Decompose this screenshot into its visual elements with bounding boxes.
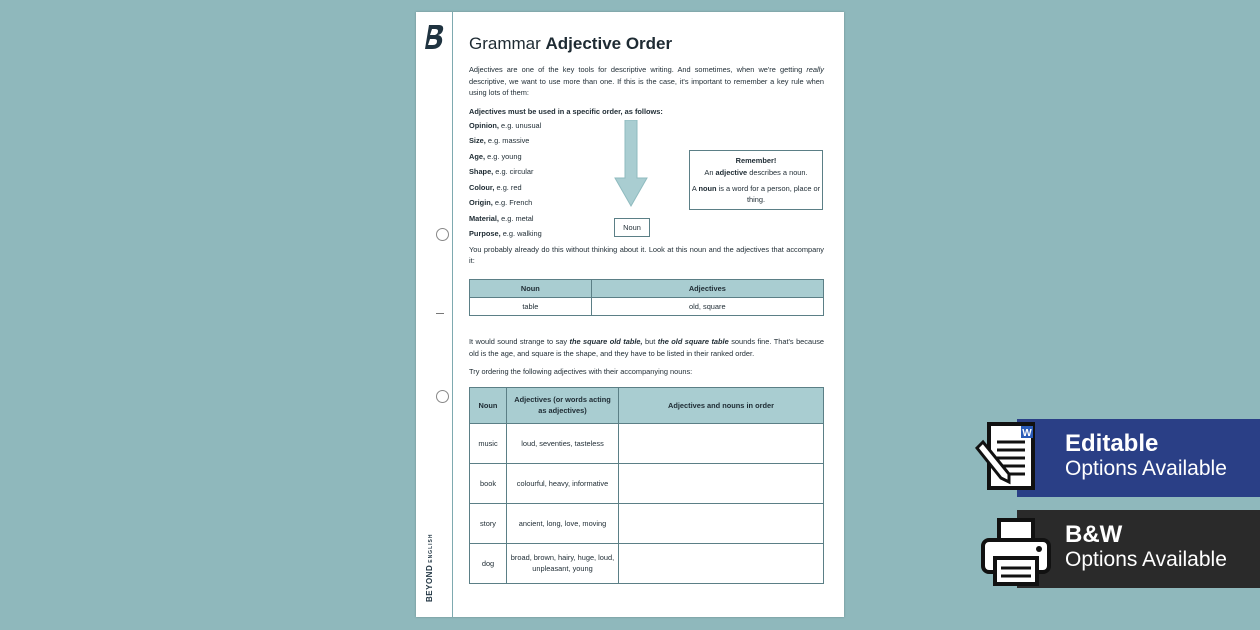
table-cell: broad, brown, hairy, huge, loud, unpleasant, young bbox=[507, 543, 619, 583]
beyond-logo-icon bbox=[425, 24, 445, 50]
order-item: Purpose, e.g. walking bbox=[469, 229, 542, 239]
answer-cell[interactable] bbox=[619, 463, 824, 503]
order-item: Opinion, e.g. unusual bbox=[469, 120, 542, 130]
order-item: Origin, e.g. French bbox=[469, 198, 533, 208]
order-item: Shape, e.g. circular bbox=[469, 167, 534, 177]
paragraph-4: Try ordering the following adjectives with their accompanying nouns: bbox=[469, 367, 693, 377]
remember-box bbox=[689, 150, 823, 210]
table-cell: old, square bbox=[591, 297, 823, 315]
table-row bbox=[470, 423, 824, 463]
intro-part1: Adjectives are one of the key tools for descriptive writing. And sometimes, when we're getting bbox=[469, 65, 803, 74]
order-item: Age, e.g. young bbox=[469, 151, 522, 161]
title-bold: Adjective Order bbox=[545, 34, 673, 53]
answer-cell[interactable] bbox=[619, 503, 824, 543]
table-row bbox=[470, 503, 824, 543]
paragraph-3: It would sound strange to say the square old table, but the old square table sounds fine. That's because old is the age, and square is the shape, and they have to be listed in their ranked order. bbox=[469, 336, 825, 358]
table-header: Noun bbox=[470, 279, 592, 297]
table-row bbox=[470, 463, 824, 503]
remember-line1: An adjective describes a noun. bbox=[704, 167, 808, 177]
table-cell: loud, seventies, tasteless bbox=[507, 423, 619, 463]
task-table bbox=[469, 387, 824, 584]
table-row bbox=[470, 543, 824, 583]
editable-title: Editable bbox=[1065, 430, 1159, 457]
table-header: Adjectives and nouns in order bbox=[619, 387, 824, 423]
example-table bbox=[469, 279, 824, 316]
punch-hole bbox=[436, 390, 449, 403]
table-header: Noun bbox=[470, 387, 507, 423]
table-cell: dog bbox=[470, 543, 507, 583]
table-header: Adjectives bbox=[591, 279, 823, 297]
page-title bbox=[469, 34, 824, 54]
bw-subtitle: Options Available bbox=[1065, 548, 1227, 571]
intro-part2: descriptive, we want to use more than one. If this is the case, it's important to remember a key rule when using lots of them: bbox=[469, 76, 824, 98]
answer-cell[interactable] bbox=[619, 423, 824, 463]
table-header: Adjectives (or words acting as adjectives) bbox=[507, 387, 619, 423]
noun-box: Noun bbox=[614, 218, 650, 237]
rule-heading: Adjectives must be used in a specific order, as follows: bbox=[469, 106, 663, 116]
table-cell: table bbox=[470, 297, 592, 315]
intro-paragraph bbox=[469, 64, 824, 99]
punch-hole bbox=[436, 228, 449, 241]
brand-main: BEYOND bbox=[425, 564, 434, 602]
table-cell: music bbox=[470, 423, 507, 463]
word-document-icon bbox=[975, 418, 1055, 498]
table-cell: story bbox=[470, 503, 507, 543]
paragraph-2: You probably already do this without thinking about it. Look at this noun and the adjectives that accompany it: bbox=[469, 244, 824, 266]
margin-line bbox=[452, 12, 453, 617]
arrow-down-icon bbox=[614, 120, 648, 210]
table-cell: colourful, heavy, informative bbox=[507, 463, 619, 503]
printer-icon bbox=[975, 512, 1055, 592]
order-item: Material, e.g. metal bbox=[469, 213, 534, 223]
title-plain: Grammar bbox=[469, 34, 541, 53]
order-item: Colour, e.g. red bbox=[469, 182, 522, 192]
order-list bbox=[469, 120, 542, 244]
remember-title: Remember! bbox=[735, 155, 777, 165]
remember-line2: A noun is a word for a person, place or thing. bbox=[691, 183, 821, 204]
table-cell: book bbox=[470, 463, 507, 503]
order-section bbox=[469, 120, 824, 244]
fold-mark bbox=[436, 313, 444, 314]
answer-cell[interactable] bbox=[619, 543, 824, 583]
editable-subtitle: Options Available bbox=[1065, 457, 1227, 480]
svg-text:W: W bbox=[1022, 428, 1032, 439]
bw-title: B&W bbox=[1065, 521, 1123, 548]
order-item: Size, e.g. massive bbox=[469, 136, 530, 146]
brand-small: ENGLISH bbox=[428, 533, 434, 563]
brand-vertical bbox=[425, 534, 434, 602]
intro-italic: really bbox=[806, 65, 825, 74]
table-cell: ancient, long, love, moving bbox=[507, 503, 619, 543]
worksheet-page bbox=[416, 12, 844, 617]
table-row bbox=[470, 297, 824, 315]
